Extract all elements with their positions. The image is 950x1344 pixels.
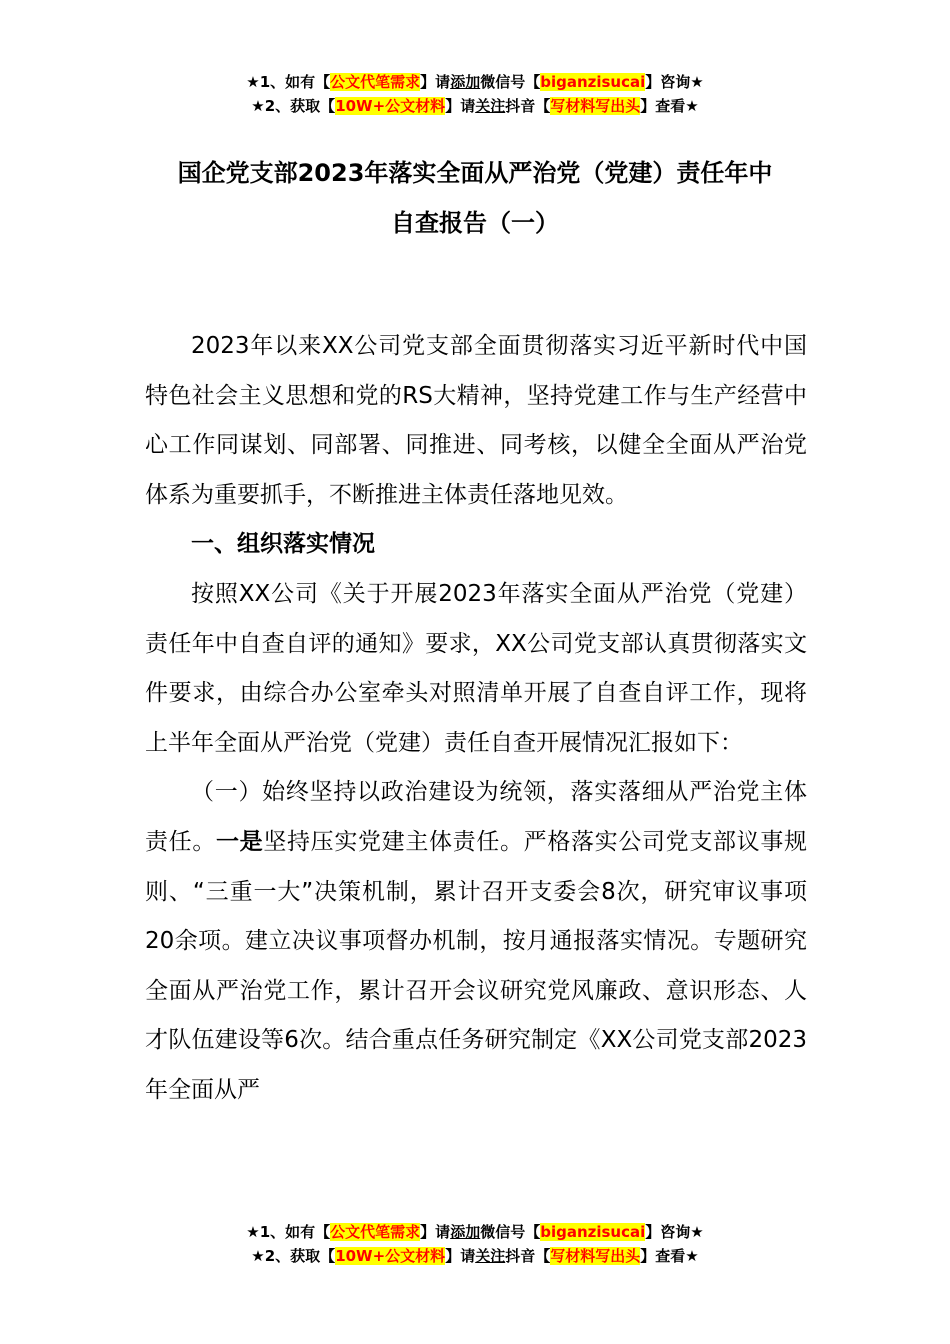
banner-line-2 [0,1244,950,1268]
paragraph-intro: 2023年以来XX公司党支部全面贯彻落实习近平新时代中国特色社会主义思想和党的RS大精神，坚持党建工作与生产经营中心工作同谋划、同部署、同推进、同考核，以健全全面从严治党体系为重要抓手，不断推进主体责任落地见效。 [145,333,807,508]
document-body [145,322,807,1116]
footer-banner [0,1220,950,1268]
banner-underline: 关注 [475,1247,506,1265]
banner-line-1 [0,1220,950,1244]
section-heading: 一、组织落实情况 [191,531,375,558]
banner-highlight: biganzisucai [540,1223,646,1241]
banner-highlight: 写材料写出头 [550,1247,641,1265]
banner-line-1 [0,70,950,94]
paragraph-text: （一）始终坚持以政治建设为统领，落实落细从严治党主体责任。 [145,779,807,855]
banner-text: 】咨询★ [645,73,704,91]
title-line-1: 国企党支部2023年落实全面从严治党（党建）责任年中 [177,159,773,187]
banner-underline: 添加 [450,1223,481,1241]
banner-text: 】查看★ [640,97,699,115]
banner-line-2 [0,94,950,118]
banner-highlight: 10W+公文材料 [335,1247,446,1265]
banner-underline: 添加 [450,73,481,91]
banner-text: 微信号【 [480,73,541,91]
banner-text: 微信号【 [480,1223,541,1241]
banner-highlight: 10W+公文材料 [335,97,446,115]
paragraph-text: 坚持压实党建主体责任。严格落实公司党支部议事规则、“三重一大”决策机制，累计召开支委会8次，研究审议事项20余项。建立决议事项督办机制，按月通报落实情况。专题研究全面从严治党工作，累计召开会议研究党风廉政、意识形态、人才队伍建设等6次。结合重点任务研究制定《XX公司党支部2023年全面从严 [145,828,808,1103]
banner-text: 抖音【 [505,1247,551,1265]
banner-highlight: 公文代笔需求 [330,1223,421,1241]
banner-text: 】请 [420,1223,451,1241]
banner-highlight: biganzisucai [540,73,646,91]
banner-text: 】咨询★ [645,1223,704,1241]
banner-highlight: 写材料写出头 [550,97,641,115]
header-banner [0,70,950,118]
paragraph-notice: 按照XX公司《关于开展2023年落实全面从严治党（党建）责任年中自查自评的通知》要求，XX公司党支部认真贯彻落实文件要求，由综合办公室牵头对照清单开展了自查自评工作，现将上半年全面从严治党（党建）责任自查开展情况汇报如下： [145,580,807,756]
banner-text: 】请 [445,1247,476,1265]
banner-highlight: 公文代笔需求 [330,73,421,91]
banner-text: ★2、获取【 [251,97,336,115]
banner-text: ★1、如有【 [246,1223,331,1241]
emphasis-text: 一是 [216,828,264,855]
banner-text: 】查看★ [640,1247,699,1265]
document-title [130,148,820,248]
banner-text: 】请 [445,97,476,115]
banner-underline: 关注 [475,97,506,115]
paragraph-item-1 [145,768,807,1115]
banner-text: ★1、如有【 [246,73,331,91]
banner-text: 】请 [420,73,451,91]
title-line-2: 自查报告（一） [391,209,559,237]
banner-text: 抖音【 [505,97,551,115]
banner-text: ★2、获取【 [251,1247,336,1265]
